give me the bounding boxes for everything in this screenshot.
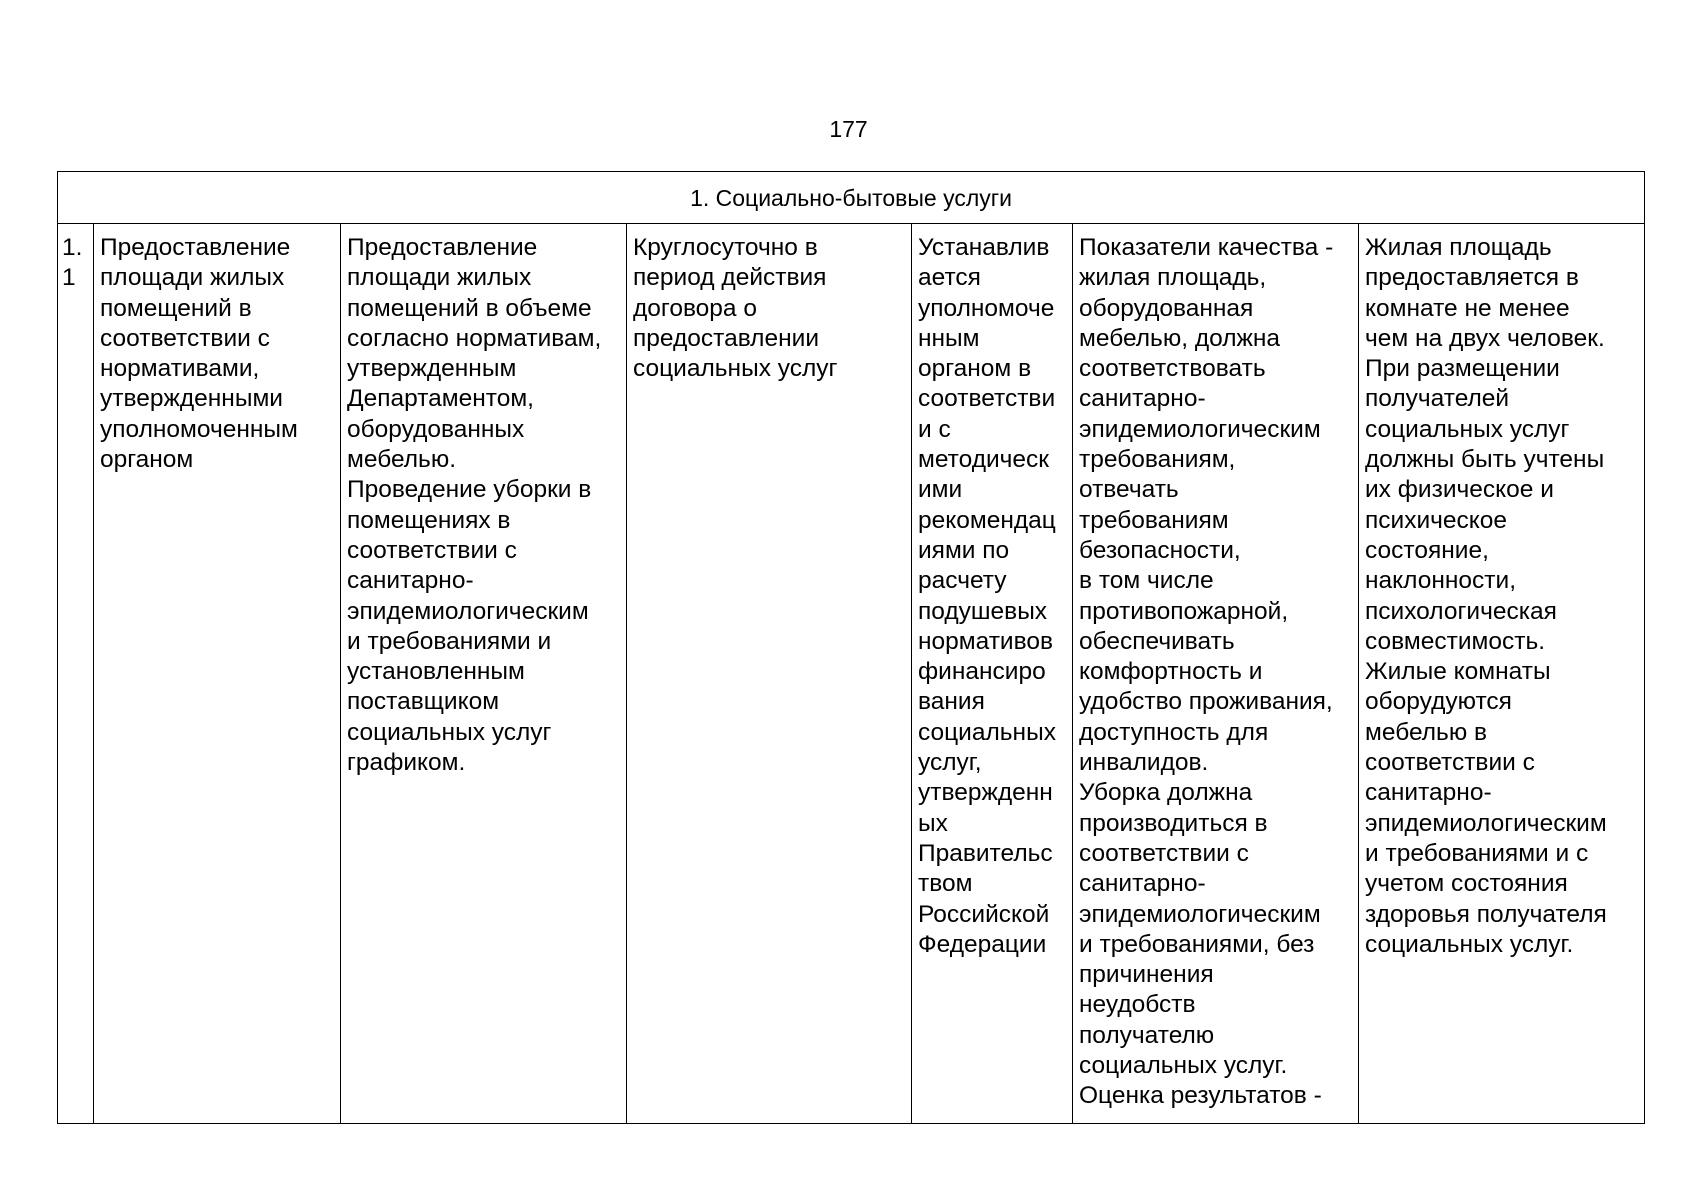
service-name-cell (94, 224, 341, 1124)
page-number: 177 (829, 116, 868, 142)
service-quality-cell (1073, 224, 1359, 1124)
service-description-cell (341, 224, 627, 1124)
service-name: Предоставление площади жилых помещений в соответствии с нормативами, утвержденными уполномоченным органом (100, 234, 298, 474)
section-title: 1. Социально-бытовые услуги (58, 172, 1645, 224)
service-timing-cell (627, 224, 912, 1124)
service-norms: Устанавлив ается уполномоче нным органом в соответстви и с методическ ими рекомендац иями по расчету подушевых нормативов финансиро вания социальных услуг, утвержденн ых Правительс твом Российской Федерации (918, 234, 1056, 958)
section-header-row (58, 172, 1645, 224)
service-norms-cell (912, 224, 1073, 1124)
service-conditions-cell (1359, 224, 1645, 1124)
service-description: Предоставление площади жилых помещений в объеме согласно нормативам, утвержденным Департаментом, оборудованных мебелью. Проведение уборки в помещениях в соответствии с санитарно- эпидемиологическим и требованиями и установленным поставщиком социальных услуг графиком. (347, 234, 602, 777)
table-row (58, 224, 1645, 1124)
service-conditions: Жилая площадь предоставляется в комнате не менее чем на двух человек. При размещении получателей социальных услуг должны быть учтены их физическое и психическое состояние, наклонности, психологическая совместимость. Жилые комнаты оборудуются мебелью в соответствии с санитарно- эпидемиологическим и требованиями и с учетом состояния здоровья получателя социальных услуг. (1365, 234, 1607, 958)
services-table (57, 171, 1645, 1124)
service-timing: Круглосуточно в период действия договора о предоставлении социальных услуг (633, 234, 838, 383)
row-number-cell (58, 224, 94, 1124)
service-quality: Показатели качества - жилая площадь, оборудованная мебелью, должна соответствовать санитарно- эпидемиологическим требованиям, отвечать требованиям безопасности, в том числе противопожарной, обеспечивать комфортность и удобство проживания, доступность для инвалидов. Уборка должна производиться в соответствии с санитарно- эпидемиологическим и требованиями, без причинения неудобств получателю социальных услуг. Оценка результатов - (1079, 234, 1334, 1110)
row-number: 1. 1 (62, 234, 83, 292)
